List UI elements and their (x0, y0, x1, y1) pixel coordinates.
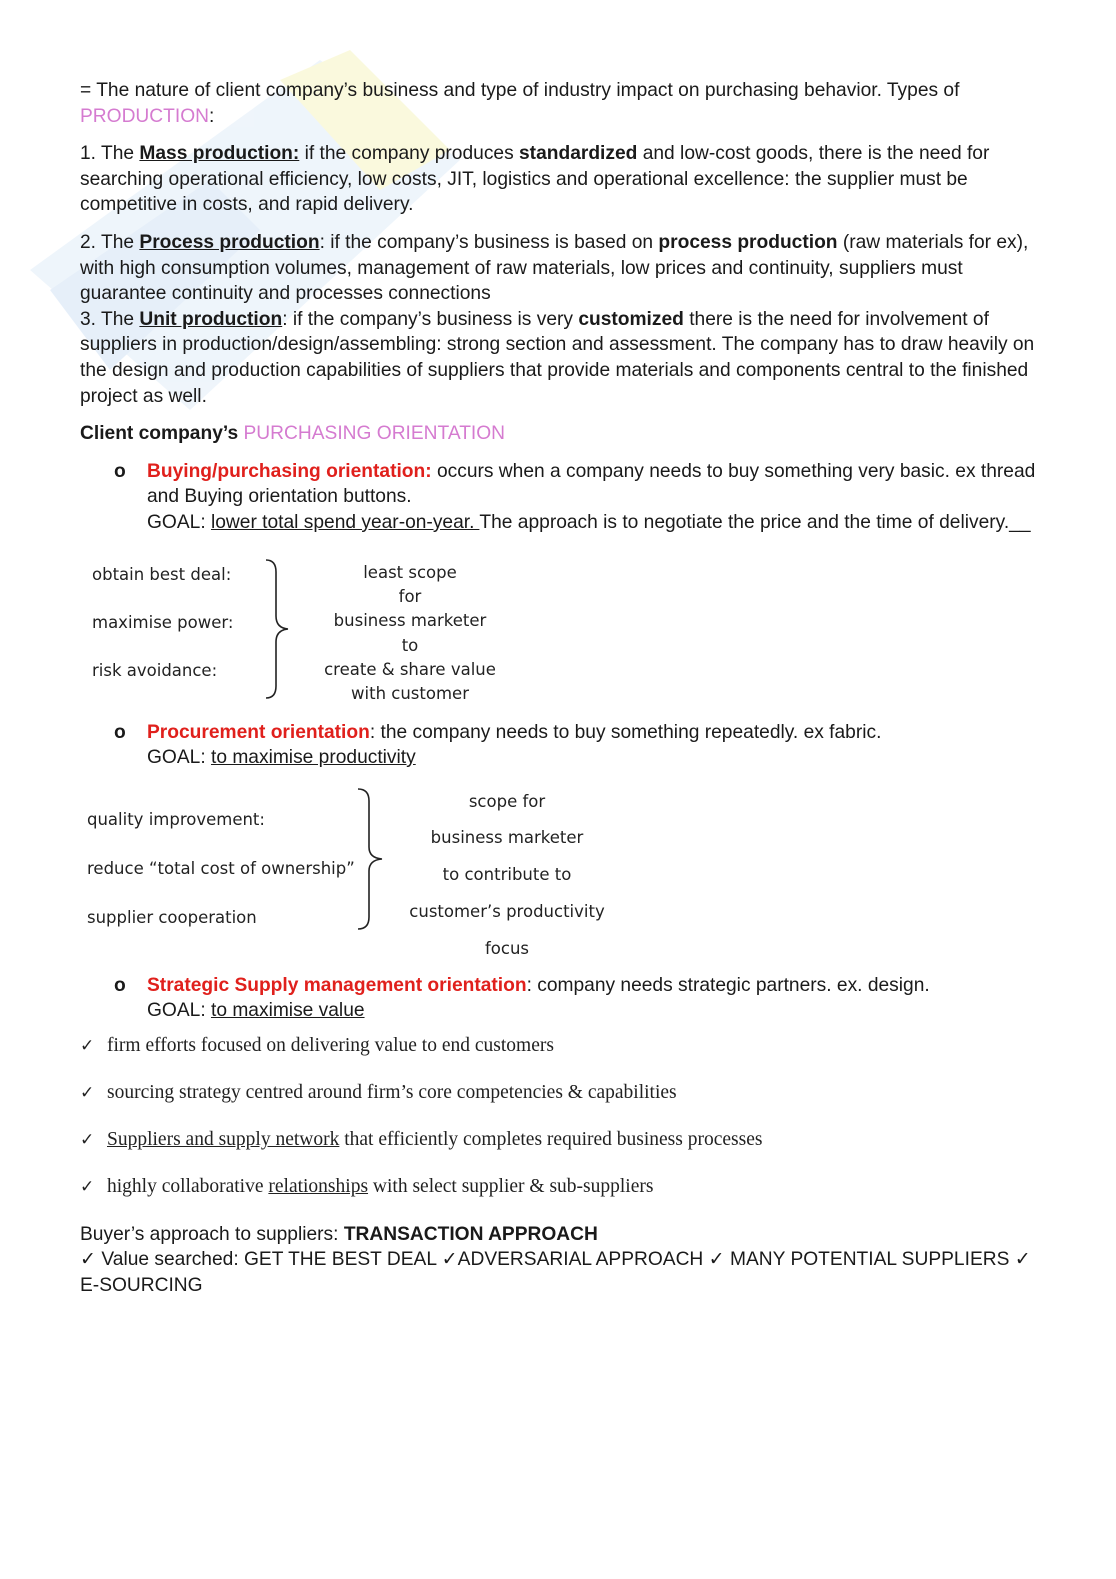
diagram-right-line: create & share value (324, 659, 496, 679)
diagram-right-line: scope for (468, 791, 546, 811)
buying-diagram (80, 546, 1040, 706)
check-icon: ✓ (80, 1035, 95, 1056)
diagram-left-label: obtain best deal: (92, 564, 232, 584)
buying-goal-label: GOAL: (147, 511, 211, 533)
production-keyword: PRODUCTION (80, 105, 209, 127)
diagram-right-line: for (398, 586, 422, 606)
check-text: with select supplier & sub-suppliers (368, 1175, 654, 1197)
procurement-orientation-title: Procurement orientation (147, 721, 370, 743)
process-text-2: (raw materials for ex), with high consumption volumes, management of raw materials, low prices and continuity, suppliers must guarantee continuity and processes connections (80, 231, 1029, 305)
buying-orientation-item (80, 459, 1040, 536)
check-text: that efficiently completes required business processes (339, 1128, 763, 1150)
strategic-orientation-text (147, 973, 1040, 999)
check-text: highly collaborative (107, 1175, 269, 1197)
check-text: sourcing strategy centred around firm’s core competencies & capabilities (107, 1081, 677, 1103)
right-brace-icon (262, 558, 292, 700)
buying-orientation-title: Buying/purchasing orientation: (147, 460, 432, 482)
mass-production-term: Mass production: (139, 143, 300, 165)
orientation-heading (80, 421, 1040, 447)
buyer-approach-section (80, 1222, 1040, 1299)
diagram-right-line: to (401, 635, 419, 655)
procurement-text-1: : the company needs to buy something repeatedly. ex fabric. (369, 721, 882, 743)
diagram-left-label: maximise power: (92, 612, 234, 632)
unit-text-1: : if the company’s business is very (282, 308, 579, 330)
check-icon: ✓ (80, 1176, 95, 1197)
strategic-orientation-title: Strategic Supply management orientation (147, 974, 527, 996)
check-icon: ✓ (80, 1129, 95, 1150)
buying-orientation-text (147, 459, 1040, 510)
transaction-approach-title: TRANSACTION APPROACH (343, 1223, 598, 1245)
procurement-orientation-text (147, 720, 1040, 746)
check-item (80, 1128, 767, 1152)
check-text-underlined: Suppliers and supply network (107, 1128, 340, 1150)
strategic-checklist (80, 1034, 1040, 1199)
buyer-approach-label: Buyer’s approach to suppliers: (80, 1223, 344, 1245)
bullet-marker: o (114, 721, 126, 743)
orientation-heading-bold: Client company’s (80, 423, 244, 445)
process-production-term: Process production (139, 231, 320, 253)
strategic-goal: to maximise value (210, 1000, 365, 1022)
check-text: firm efforts focused on delivering value to end customers (107, 1034, 554, 1056)
mass-bold: standardized (519, 143, 638, 165)
buying-text-3: __ (1009, 511, 1031, 533)
check-item (80, 1175, 1040, 1199)
unit-prefix: 3. The (80, 308, 140, 330)
mass-prefix: 1. The (80, 143, 140, 165)
diagram-right-line: to contribute to (442, 864, 572, 884)
mass-text-1: if the company produces (299, 143, 520, 165)
check-icon: ✓ (80, 1082, 95, 1103)
buying-text-1: occurs when a company needs to buy something very basic. ex thread and Buying orientation buttons. (147, 460, 1036, 508)
procurement-goal-line (147, 745, 1040, 771)
buying-text-2: The approach is to negotiate the price and the time of delivery. (479, 511, 1010, 533)
intro-text: = The nature of client company’s business and type of industry impact on purchasing behavior. Types of (80, 80, 960, 101)
check-item (80, 1034, 1040, 1058)
procurement-goal: to maximise productivity (210, 747, 416, 769)
buying-goal: lower total spend year-on-year. (210, 511, 480, 533)
process-production-paragraph (80, 230, 1040, 307)
bullet-marker: o (114, 460, 126, 482)
strategic-orientation-item (80, 973, 1040, 1024)
diagram-right-line: least scope (363, 562, 457, 582)
procurement-orientation-item (80, 720, 1040, 771)
unit-production-paragraph (80, 307, 1040, 409)
bullet-marker: o (114, 974, 126, 996)
process-prefix: 2. The (80, 231, 140, 253)
check-text-underlined: relationships (268, 1175, 369, 1197)
unit-text-2: there is the need for involvement of suppliers in production/design/assembling: strong section and assessment. The company has to draw heavily on the design and production capabilities of suppliers that provide materials and components central to the finished project as well. (80, 308, 1035, 407)
process-bold: process production (658, 231, 838, 253)
diagram-right-line: with customer (351, 683, 469, 703)
strategic-text-1: : company needs strategic partners. ex. design. (526, 974, 930, 996)
buying-goal-line (147, 510, 1040, 536)
diagram-right-line: customer’s productivity (409, 901, 605, 921)
intro-colon: : (208, 105, 215, 127)
procurement-diagram (80, 781, 1040, 967)
diagram-left-label: reduce “total cost of ownership” (87, 858, 355, 878)
strategic-goal-line (147, 998, 1040, 1024)
mass-production-paragraph (80, 141, 1040, 218)
strategic-goal-label: GOAL: (147, 1000, 211, 1022)
procurement-goal-label: GOAL: (147, 747, 211, 769)
mass-text-2: and low-cost goods, there is the need for searching operational efficiency, low costs, JIT, logistics and operational excellence: the supplier must be competitive in costs, and rapid delivery. (80, 143, 990, 216)
intro-paragraph (80, 78, 1040, 129)
diagram-right-line: business marketer (333, 610, 487, 630)
process-text-1: : if the company’s business is based on (319, 231, 659, 253)
check-item (80, 1081, 1040, 1105)
orientation-heading-pink: PURCHASING ORIENTATION (243, 423, 506, 445)
buyer-approach-list: ✓ Value searched: GET THE BEST DEAL ✓ADVERSARIAL APPROACH ✓ MANY POTENTIAL SUPPLIERS ✓ E-SOURCING (80, 1249, 1031, 1297)
diagram-left-label: supplier cooperation (87, 907, 257, 927)
diagram-left-label: risk avoidance: (92, 660, 218, 680)
diagram-left-label: quality improvement: (87, 809, 265, 829)
document-page (80, 78, 1040, 1299)
right-brace-icon (354, 787, 386, 931)
unit-bold: customized (578, 308, 684, 330)
buyer-approach-heading (80, 1222, 1040, 1248)
unit-production-term: Unit production (139, 308, 283, 330)
diagram-right-line: focus (484, 938, 530, 958)
diagram-right-line: business marketer (430, 827, 584, 847)
